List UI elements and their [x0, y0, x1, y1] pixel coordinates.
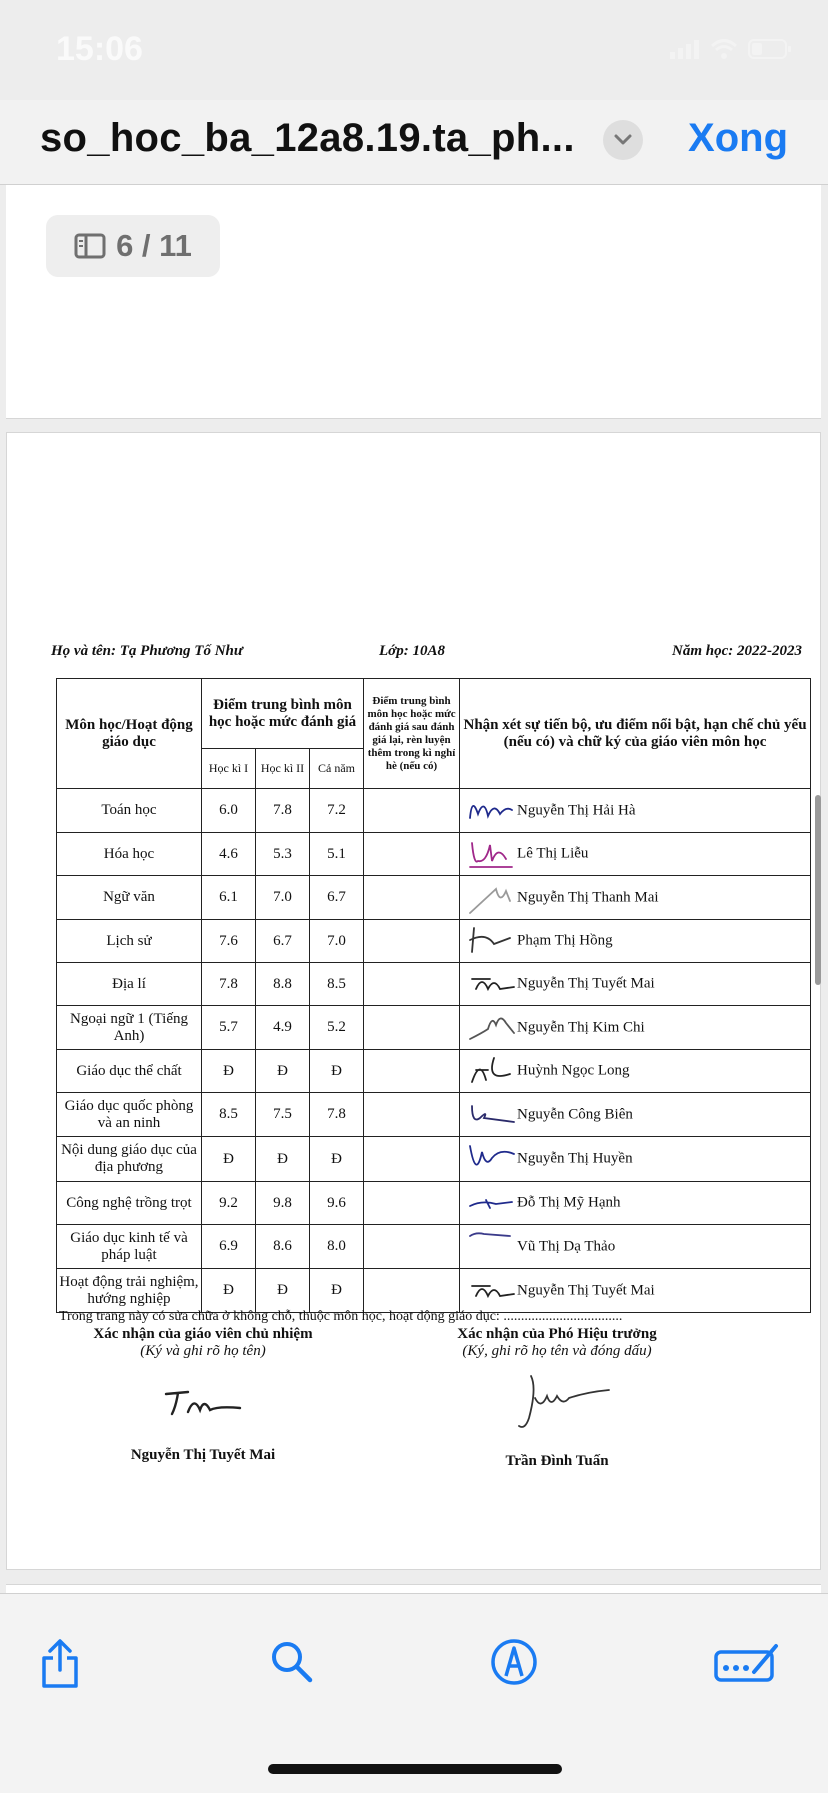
- status-bar: [0, 0, 828, 100]
- teacher-cell: [460, 1137, 811, 1182]
- comment-header: Nhận xét sự tiến bộ, ưu điểm nổi bật, hạn chế chủ yếu (nếu có) và chữ ký của giáo viên môn học: [460, 679, 811, 789]
- full-year-cell: 6.7: [310, 876, 364, 920]
- homeroom-signature: [158, 1380, 248, 1426]
- retest-cell: [364, 1269, 460, 1313]
- semester1-cell: 6.0: [202, 789, 256, 833]
- class-name: Lớp: 10A8: [379, 643, 445, 659]
- table-row: [57, 1225, 811, 1269]
- semester2-cell: Đ: [256, 1050, 310, 1093]
- full-year-cell: Đ: [310, 1050, 364, 1093]
- table-row: [57, 1050, 811, 1093]
- teacher-signature: [466, 792, 516, 830]
- teacher-signature: [466, 1140, 516, 1178]
- teacher-name: Lê Thị Liễu: [517, 845, 589, 862]
- semester1-cell: Đ: [202, 1137, 256, 1182]
- navigation-bar: [0, 100, 828, 185]
- semester1-cell: 9.2: [202, 1182, 256, 1225]
- page-indicator[interactable]: [46, 215, 220, 277]
- subject-cell: Địa lí: [57, 963, 202, 1006]
- teacher-name: Nguyễn Thị Huyền: [517, 1150, 633, 1167]
- subject-cell: Giáo dục kinh tế và pháp luật: [57, 1225, 202, 1269]
- subject-cell: Toán học: [57, 789, 202, 833]
- teacher-name: Nguyễn Thị Hải Hà: [517, 802, 636, 818]
- vice-principal-confirmation: [427, 1326, 687, 1470]
- table-row: [57, 876, 811, 920]
- semester1-cell: 7.8: [202, 963, 256, 1006]
- semester2-cell: 7.8: [256, 789, 310, 833]
- homeroom-confirmation: [73, 1326, 333, 1464]
- teacher-signature: [466, 1228, 516, 1266]
- table-row: [57, 1269, 811, 1313]
- scrollbar[interactable]: [815, 795, 821, 985]
- homeroom-confirm-hint: (Ký và ghi rõ họ tên): [140, 1343, 266, 1359]
- subject-cell: Nội dung giáo dục của địa phương: [57, 1137, 202, 1182]
- full-year-cell: Đ: [310, 1269, 364, 1313]
- table-row: [57, 963, 811, 1006]
- teacher-signature: [466, 835, 516, 873]
- teacher-signature: [466, 1184, 516, 1222]
- cellular-signal-icon: [670, 39, 700, 59]
- markup-icon[interactable]: [490, 1638, 538, 1686]
- semester2-cell: Đ: [256, 1269, 310, 1313]
- retest-cell: [364, 1137, 460, 1182]
- home-indicator[interactable]: [268, 1764, 562, 1774]
- retest-cell: [364, 1182, 460, 1225]
- teacher-cell: [460, 1182, 811, 1225]
- full-year-cell: 8.5: [310, 963, 364, 1006]
- semester1-cell: 4.6: [202, 833, 256, 876]
- semester1-cell: 6.9: [202, 1225, 256, 1269]
- retest-cell: [364, 1093, 460, 1137]
- teacher-name: Huỳnh Ngọc Long: [517, 1062, 630, 1079]
- semester1-cell: 8.5: [202, 1093, 256, 1137]
- teacher-name: Nguyễn Thị Tuyết Mai: [517, 975, 655, 992]
- table-row: [57, 789, 811, 833]
- annotate-icon[interactable]: [714, 1642, 782, 1682]
- subject-cell: Hoạt động trải nghiệm, hướng nghiệp: [57, 1269, 202, 1313]
- retest-cell: [364, 963, 460, 1006]
- search-icon[interactable]: [270, 1640, 314, 1684]
- retest-cell: [364, 876, 460, 920]
- teacher-cell: [460, 789, 811, 833]
- next-page: [6, 1584, 821, 1593]
- semester1-cell: 5.7: [202, 1006, 256, 1050]
- homeroom-confirm-title: Xác nhận của giáo viên chủ nhiệm: [93, 1326, 313, 1342]
- teacher-signature: [466, 1052, 516, 1090]
- subject-cell: Giáo dục quốc phòng và an ninh: [57, 1093, 202, 1137]
- table-row: [57, 833, 811, 876]
- semester1-cell: Đ: [202, 1269, 256, 1313]
- wifi-icon: [710, 38, 738, 60]
- semester1-header: Học kì I: [202, 749, 256, 789]
- vice-principal-name: Trần Đình Tuấn: [505, 1453, 609, 1469]
- teacher-cell: [460, 1225, 811, 1269]
- document-page: [6, 432, 821, 1570]
- retest-cell: [364, 920, 460, 963]
- teacher-name: Nguyễn Thị Thanh Mai: [517, 889, 659, 905]
- semester2-cell: 6.7: [256, 920, 310, 963]
- document-viewer[interactable]: [0, 185, 828, 1593]
- teacher-signature: [466, 965, 516, 1003]
- vice-principal-confirm-hint: (Ký, ghi rõ họ tên và đóng dấu): [462, 1343, 652, 1359]
- retest-cell: [364, 789, 460, 833]
- semester2-cell: 7.5: [256, 1093, 310, 1137]
- semester2-cell: 7.0: [256, 876, 310, 920]
- teacher-cell: [460, 1269, 811, 1313]
- teacher-name: Nguyễn Thị Kim Chi: [517, 1019, 645, 1035]
- full-year-cell: 7.8: [310, 1093, 364, 1137]
- page-indicator-label: 6 / 11: [116, 228, 192, 263]
- vice-principal-signature: [497, 1368, 617, 1438]
- average-header: Điểm trung bình môn học hoặc mức đánh giá: [202, 679, 364, 749]
- semester2-cell: 5.3: [256, 833, 310, 876]
- homeroom-teacher-name: Nguyễn Thị Tuyết Mai: [130, 1447, 276, 1463]
- semester2-cell: Đ: [256, 1137, 310, 1182]
- full-year-cell: Đ: [310, 1137, 364, 1182]
- previous-page: [6, 185, 821, 419]
- teacher-signature: [466, 1096, 516, 1134]
- retest-cell: [364, 833, 460, 876]
- teacher-name: Nguyễn Công Biên: [517, 1106, 633, 1122]
- full-year-cell: 7.0: [310, 920, 364, 963]
- sidebar-icon: [74, 233, 106, 259]
- teacher-name: Đỗ Thị Mỹ Hạnh: [517, 1194, 621, 1211]
- teacher-cell: [460, 876, 811, 920]
- semester2-cell: 8.6: [256, 1225, 310, 1269]
- semester1-cell: 6.1: [202, 876, 256, 920]
- teacher-signature: [466, 1009, 516, 1047]
- subject-cell: Ngữ văn: [57, 876, 202, 920]
- teacher-cell: [460, 833, 811, 876]
- bottom-toolbar: [0, 1593, 828, 1793]
- full-year-cell: 9.6: [310, 1182, 364, 1225]
- table-row: [57, 1137, 811, 1182]
- correction-note: Trong trang này có sửa chữa ở không chỗ, thuộc môn học, hoạt động giáo dục: ..................................: [59, 1309, 623, 1324]
- teacher-signature: [466, 879, 516, 917]
- subject-cell: Công nghệ trồng trọt: [57, 1182, 202, 1225]
- battery-icon: [748, 38, 792, 60]
- table-row: [57, 920, 811, 963]
- share-icon[interactable]: [40, 1638, 80, 1690]
- table-row: [57, 1006, 811, 1050]
- semester2-cell: 4.9: [256, 1006, 310, 1050]
- chevron-down-icon: [613, 133, 633, 147]
- document-title: so_hoc_ba_12a8.19.ta_ph...: [40, 116, 575, 160]
- semester2-cell: 9.8: [256, 1182, 310, 1225]
- teacher-name: Phạm Thị Hồng: [517, 932, 613, 949]
- retest-cell: [364, 1006, 460, 1050]
- full-year-cell: 5.1: [310, 833, 364, 876]
- subject-cell: Ngoại ngữ 1 (Tiếng Anh): [57, 1006, 202, 1050]
- semester1-cell: 7.6: [202, 920, 256, 963]
- full-year-cell: 7.2: [310, 789, 364, 833]
- done-button[interactable]: Xong: [688, 116, 788, 160]
- vice-principal-confirm-title: Xác nhận của Phó Hiệu trưởng: [457, 1326, 657, 1342]
- teacher-cell: [460, 1093, 811, 1137]
- teacher-cell: [460, 1006, 811, 1050]
- subject-cell: Hóa học: [57, 833, 202, 876]
- title-menu-button[interactable]: [603, 120, 643, 160]
- table-row: [57, 1093, 811, 1137]
- subject-header: Môn học/Hoạt động giáo dục: [57, 679, 202, 789]
- teacher-cell: [460, 920, 811, 963]
- semester2-header: Học kì II: [256, 749, 310, 789]
- teacher-cell: [460, 1050, 811, 1093]
- semester2-cell: 8.8: [256, 963, 310, 1006]
- teacher-name: Vũ Thị Dạ Thảo: [517, 1238, 616, 1254]
- teacher-signature: [466, 1272, 516, 1310]
- full-year-cell: 8.0: [310, 1225, 364, 1269]
- teacher-name: Nguyễn Thị Tuyết Mai: [517, 1282, 655, 1298]
- teacher-cell: [460, 963, 811, 1006]
- full-year-header: Cả năm: [310, 749, 364, 789]
- retest-cell: [364, 1225, 460, 1269]
- retest-header: Điểm trung bình môn học hoặc mức đánh giá sau đánh giá lại, rèn luyện thêm trong kì nghỉ hè (nếu có): [364, 679, 460, 789]
- retest-cell: [364, 1050, 460, 1093]
- student-name: Họ và tên: Tạ Phương Tố Như: [51, 643, 243, 659]
- status-time: 15:06: [56, 30, 143, 68]
- semester1-cell: Đ: [202, 1050, 256, 1093]
- table-row: [57, 1182, 811, 1225]
- subject-cell: Lịch sử: [57, 920, 202, 963]
- full-year-cell: 5.2: [310, 1006, 364, 1050]
- school-year: Năm học: 2022-2023: [672, 643, 802, 659]
- grades-table: [56, 678, 811, 1313]
- teacher-signature: [466, 922, 516, 960]
- subject-cell: Giáo dục thể chất: [57, 1050, 202, 1093]
